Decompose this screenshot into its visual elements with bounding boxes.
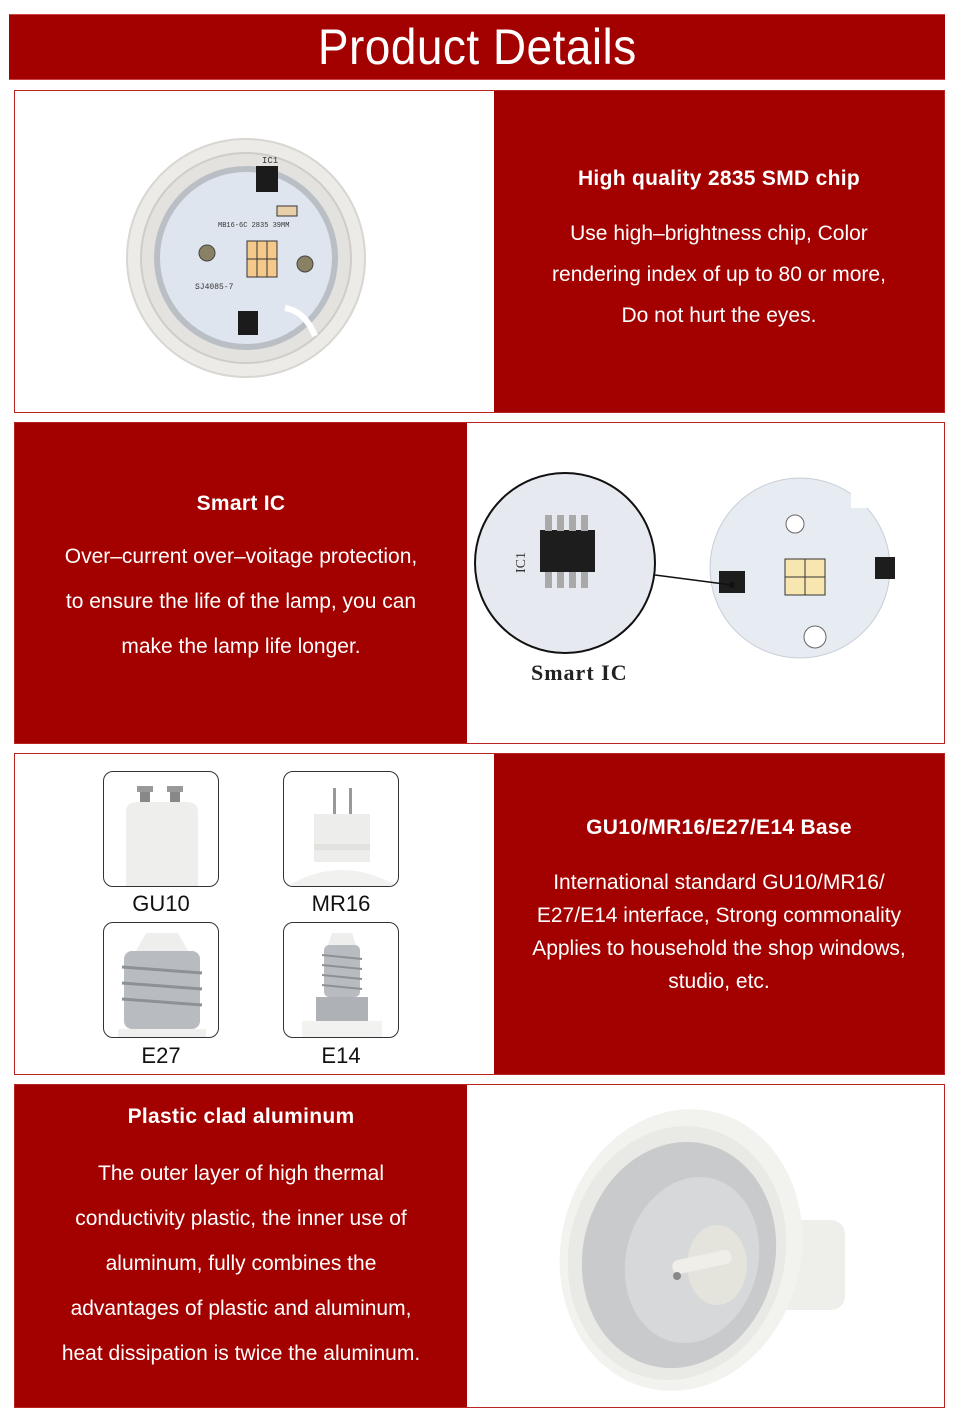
e14-label: E14: [321, 1043, 361, 1068]
feature-heading: Plastic clad aluminum: [127, 1105, 355, 1128]
feature-smd-chip: [14, 90, 945, 413]
feature-description: The outer layer of high thermal conductivity plastic, the inner use of aluminum, fully combines the advantages of plastic and aluminum, heat dissipation is twice the aluminum.: [61, 1162, 421, 1365]
smart-ic-caption: Smart IC: [531, 660, 628, 685]
feature-smart-ic: [14, 422, 945, 744]
svg-text:MB16-6C 2835 39MM: MB16-6C 2835 39MM: [218, 222, 290, 230]
feature-heading: GU10/MR16/E27/E14 Base: [586, 816, 852, 839]
svg-text:IC1: IC1: [262, 156, 279, 166]
smd-chip-text-panel: [494, 91, 944, 412]
svg-text:IC1: IC1: [514, 552, 529, 573]
gu10-label: GU10: [132, 891, 190, 916]
page-title-banner: [9, 14, 945, 80]
lamp-housing-icon: [467, 1085, 944, 1407]
feature-description: Over–current over–voitage protection, to ensure the life of the lamp, you can make the lamp life longer.: [64, 544, 418, 658]
mr16-thumb: [283, 771, 399, 887]
bases-image-grid: [15, 754, 494, 1074]
smart-ic-text-panel: [15, 423, 467, 743]
e14-base-icon: [284, 923, 399, 1038]
smart-ic-image: [467, 423, 944, 743]
e27-label: E27: [141, 1043, 181, 1068]
feature-heading: High quality 2835 SMD chip: [577, 167, 860, 190]
feature-plastic-clad-aluminum: [14, 1084, 945, 1408]
gu10-thumb: [103, 771, 219, 887]
smd-chip-image: [15, 91, 494, 412]
feature-description: Use high–brightness chip, Color rendering index of up to 80 or more, Do not hurt the eyes.: [552, 222, 886, 327]
mr16-label: MR16: [311, 891, 371, 916]
page-title: Product Details: [317, 19, 637, 75]
mr16-base-icon: [284, 772, 399, 887]
e27-thumb: [103, 922, 219, 1038]
svg-text:SJ4085-7: SJ4085-7: [195, 283, 234, 292]
feature-bases: [14, 753, 945, 1075]
feature-description: International standard GU10/MR16/ E27/E14 interface, Strong commonality Applies to household the shop windows, studio, etc.: [532, 871, 906, 993]
pcb-magnified-ic-icon: [467, 423, 944, 743]
e27-base-icon: [104, 923, 219, 1038]
led-pcb-image-icon: [15, 91, 494, 412]
bases-text-panel: [494, 754, 944, 1074]
e14-thumb: [283, 922, 399, 1038]
aluminum-text-panel: [15, 1085, 467, 1407]
gu10-base-icon: [104, 772, 219, 887]
feature-heading: Smart IC: [196, 491, 286, 515]
aluminum-image: [467, 1085, 944, 1407]
